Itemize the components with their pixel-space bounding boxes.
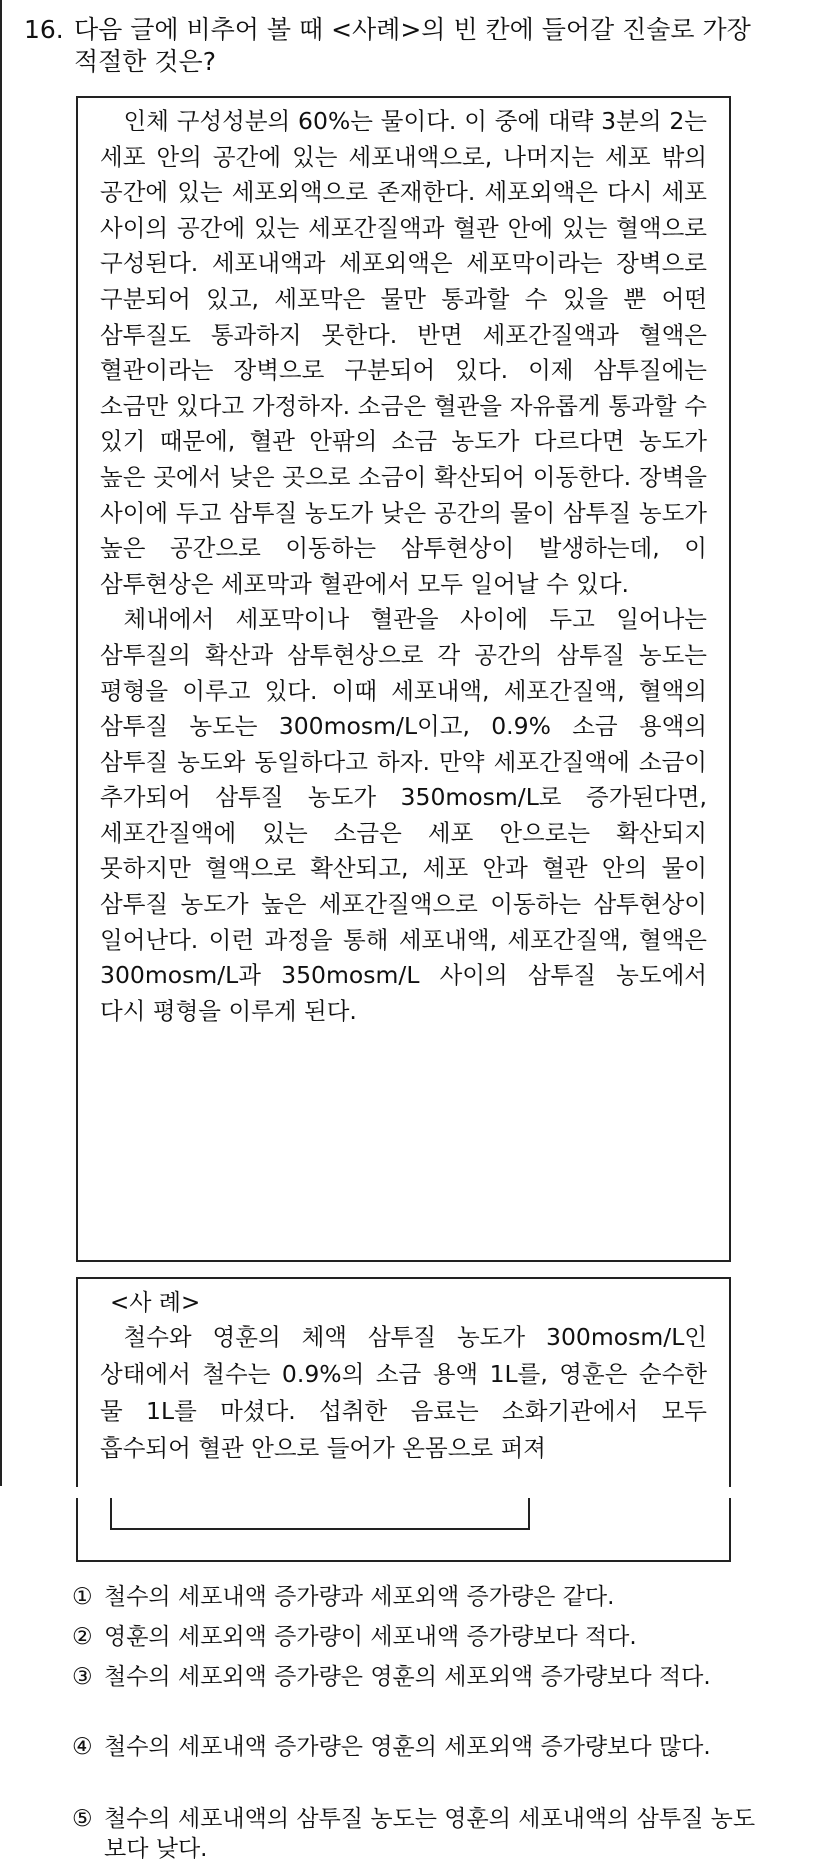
choice-5[interactable] (72, 1804, 772, 1864)
question-prompt: 다음 글에 비추어 볼 때 <사례>의 빈 칸에 들어갈 진술로 가장 적절한 것은? (74, 15, 751, 76)
choice-mark: ② (72, 1624, 93, 1650)
answer-blank (110, 1498, 530, 1530)
choice-2[interactable] (72, 1622, 772, 1652)
example-title: <사 례> (110, 1290, 201, 1316)
example-box-bottom (76, 1498, 731, 1562)
choice-4[interactable] (72, 1732, 772, 1762)
choice-mark: ① (72, 1584, 93, 1610)
choice-1[interactable] (72, 1582, 772, 1612)
example-box (76, 1277, 731, 1487)
choice-text: 철수의 세포내액 증가량과 세포외액 증가량은 같다. (104, 1584, 615, 1610)
question-number: 16. (24, 15, 64, 44)
choice-3[interactable] (72, 1662, 772, 1692)
choice-text: 철수의 세포내액 증가량은 영훈의 세포외액 증가량보다 많다. (104, 1734, 711, 1760)
choice-mark: ⑤ (72, 1806, 93, 1832)
choice-text: 철수의 세포외액 증가량은 영훈의 세포외액 증가량보다 적다. (104, 1664, 711, 1690)
choice-mark: ④ (72, 1734, 93, 1760)
choice-text: 철수의 세포내액의 삼투질 농도는 영훈의 세포내액의 삼투질 농도보다 낮다. (104, 1806, 756, 1862)
passage-paragraph: 인체 구성성분의 60%는 물이다. 이 중에 대략 3분의 2는 세포 안의 공간에 있는 세포내액으로, 나머지는 세포 밖의 공간에 있는 세포외액으로 존재한다. 세포외액은 다시 세포 사이의 공간에 있는 세포간질액과 혈관 안에 있는 혈액으로 구성된다. 세포내액과 세포외액은 세포막이라는 장벽으로 구분되어 있고, 세포막은 물만 통과할 수 있을 뿐 어떤 삼투질도 통과하지 못한다. 반면 세포간질액과 혈액은 혈관이라는 장벽으로 구분되어 있다. 이제 삼투질에는 소금만 있다고 가정하자. 소금은 혈관을 자유롭게 통과할 수 있기 때문에, 혈관 안팎의 소금 농도가 다르다면 농도가 높은 곳에서 낮은 곳으로 소금이 확산되어 이동한다. 장벽을 사이에 두고 삼투질 농도가 낮은 공간의 물이 삼투질 농도가 높은 공간으로 이동하는 삼투현상이 발생하는데, 이 삼투현상은 세포막과 혈관에서 모두 일어날 수 있다. (100, 107, 707, 598)
left-margin-rule (0, 0, 2, 1486)
passage-paragraph: 체내에서 세포막이나 혈관을 사이에 두고 일어나는 삼투질의 확산과 삼투현상으로 각 공간의 삼투질 농도는 평형을 이루고 있다. 이때 세포내액, 세포간질액, 혈액의 삼투질 농도는 300mosm/L이고, 0.9% 소금 용액의 삼투질 농도와 동일하다고 하자. 만약 세포간질액에 소금이 추가되어 삼투질 농도가 350mosm/L로 증가된다면, 세포간질액에 있는 소금은 세포 안으로는 확산되지 못하지만 혈액으로 확산되고, 세포 안과 혈관 안의 물이 삼투질 농도가 높은 세포간질액으로 이동하는 삼투현상이 일어난다. 이런 과정을 통해 세포내액, 세포간질액, 혈액은 300mosm/L과 350mosm/L 사이의 삼투질 농도에서 다시 평형을 이루게 된다. (100, 605, 707, 1025)
passage-box (76, 96, 731, 1262)
example-text: 철수와 영훈의 체액 삼투질 농도가 300mosm/L인 상태에서 철수는 0.9%의 소금 용액 1L를, 영훈은 순수한 물 1L를 마셨다. 섭취한 음료는 소화기관에서 모두 흡수되어 혈관 안으로 들어가 온몸으로 퍼져 (100, 1323, 707, 1462)
choice-text: 영훈의 세포외액 증가량이 세포내액 증가량보다 적다. (104, 1624, 637, 1650)
choice-mark: ③ (72, 1664, 93, 1690)
